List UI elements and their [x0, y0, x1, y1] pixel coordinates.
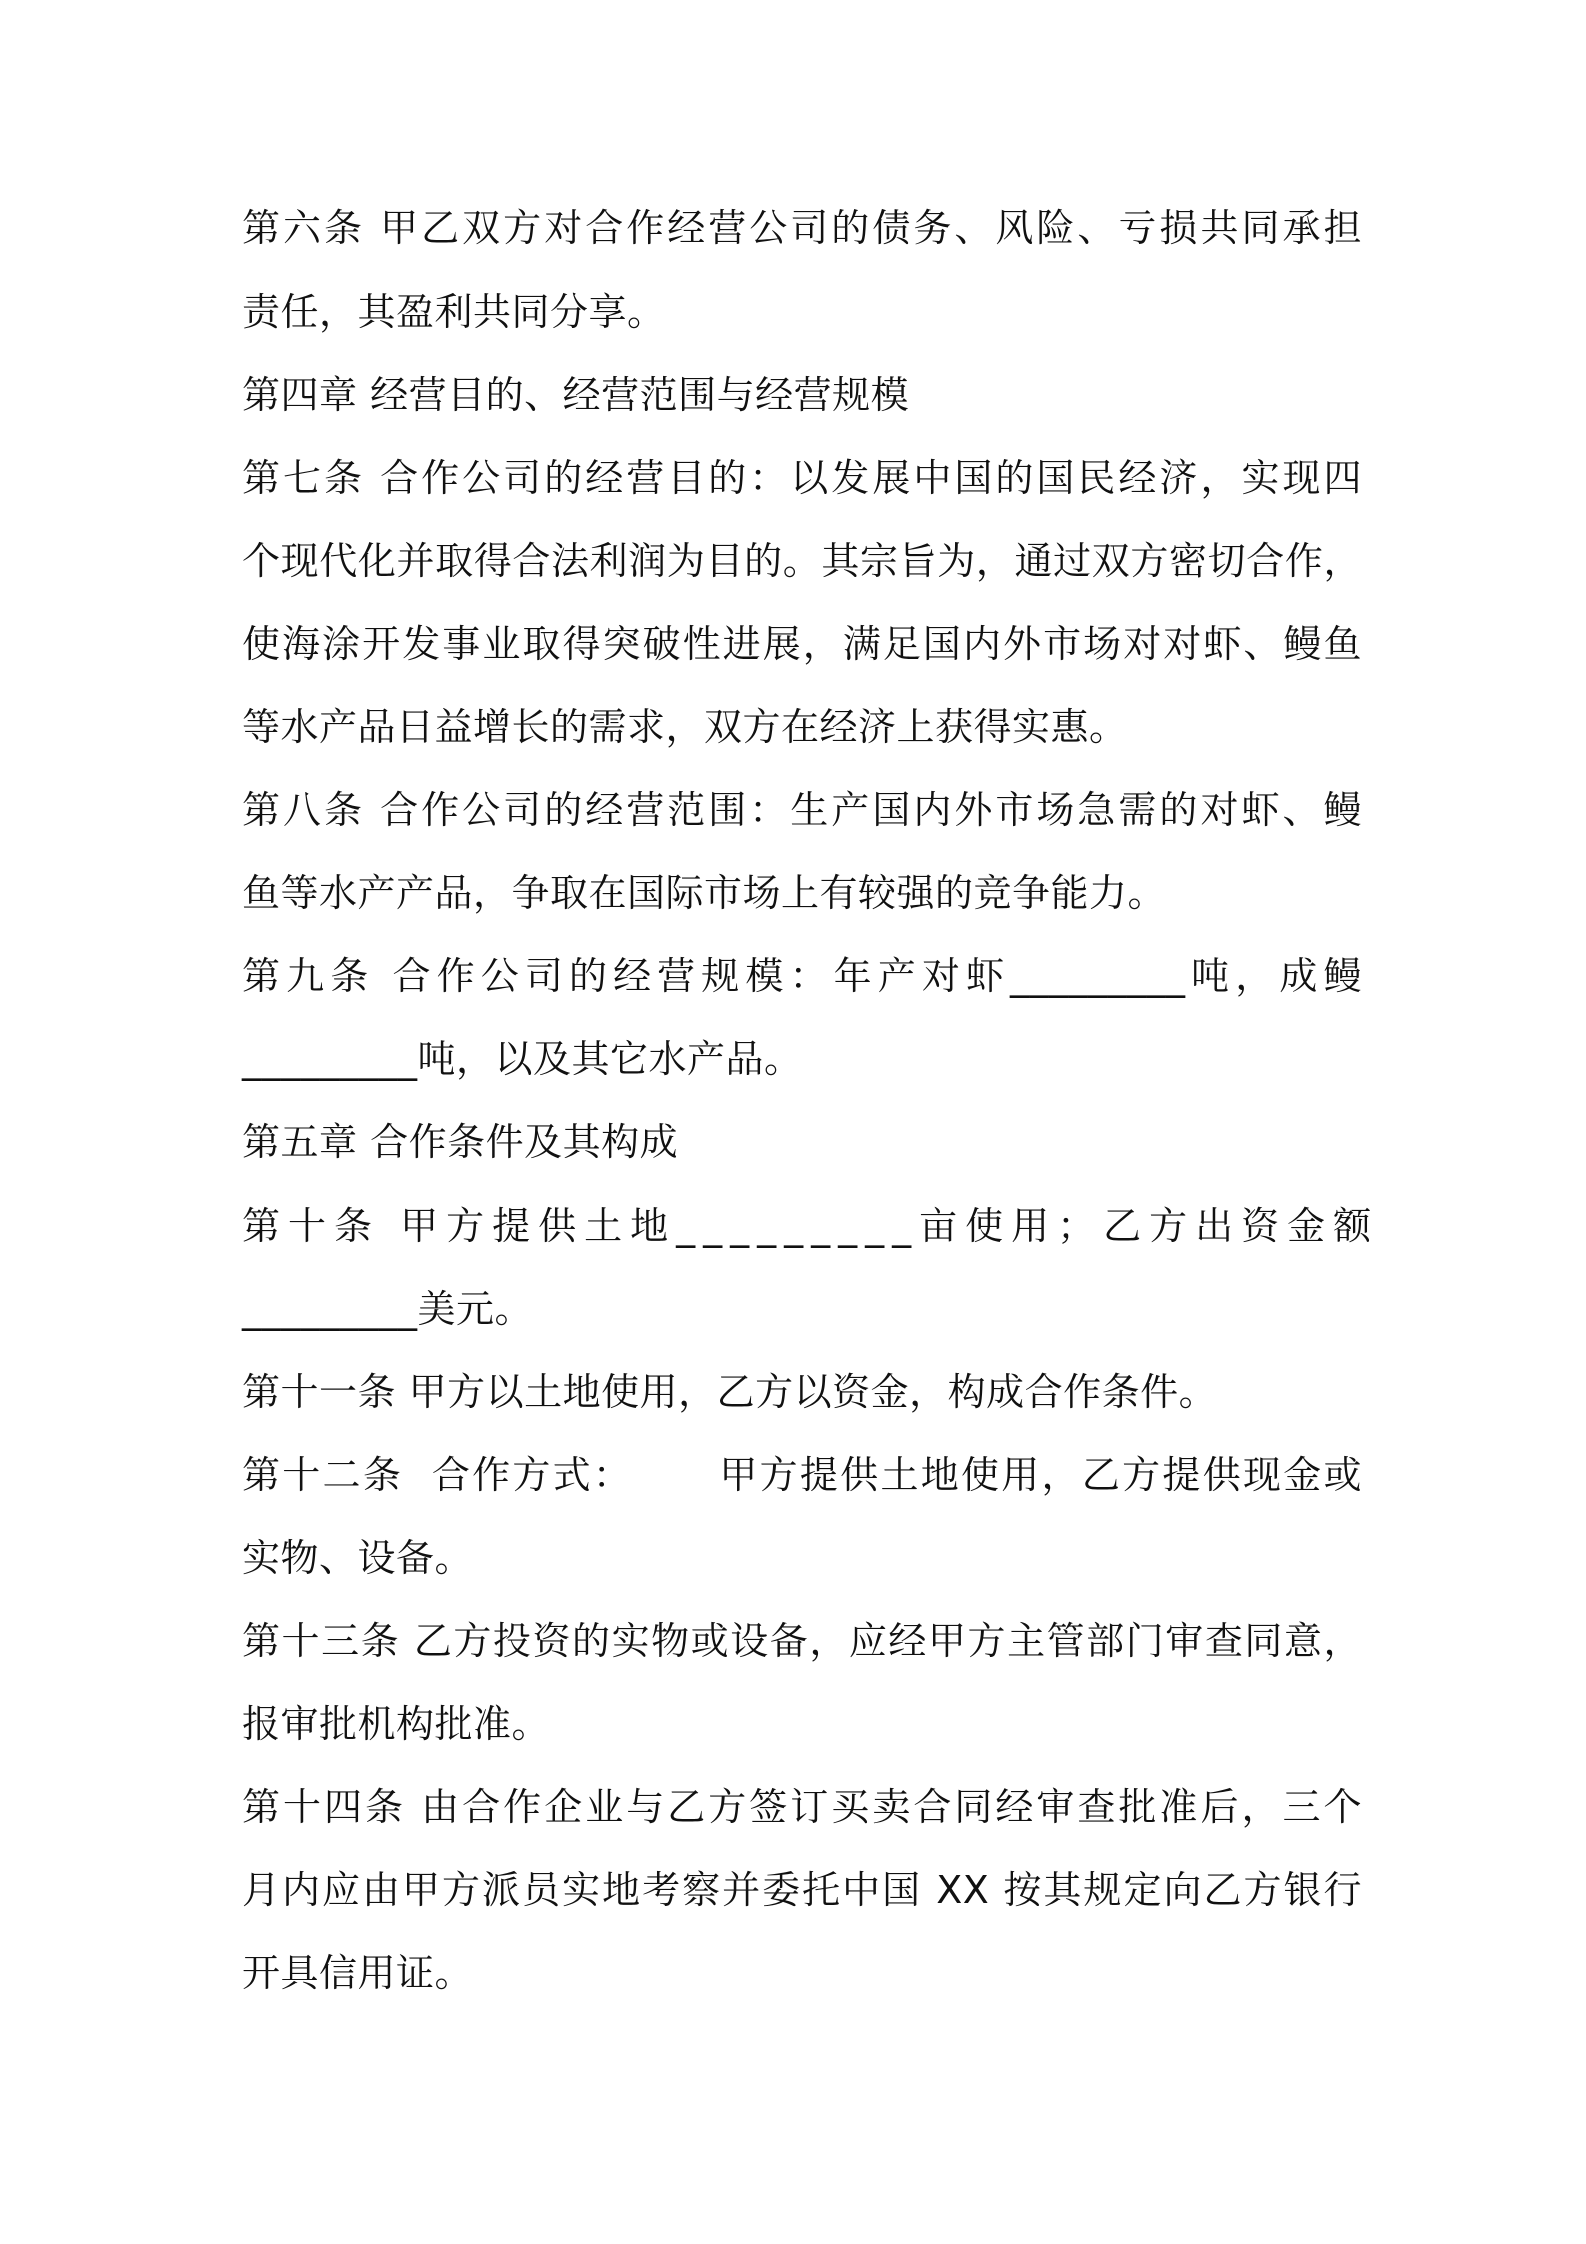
chapter-heading: 第四章 经营目的、经营范围与经营规模 [242, 373, 910, 417]
text-line: 第十二条 合作方式： 甲方提供土地使用，乙方提供现金或 [242, 1453, 1362, 1497]
text-line: 报审批机构批准。 [242, 1702, 551, 1746]
text-line: 实物、设备。 [242, 1536, 474, 1580]
text-line: _________美元。 [242, 1287, 534, 1331]
text-line: 月内应由甲方派员实地考察并委托中国 XX 按其规定向乙方银行 [242, 1868, 1362, 1912]
text-line: 第十条 甲方提供土地_________亩使用；乙方出资金额 [242, 1204, 1380, 1248]
text-line: 个现代化并取得合法利润为目的。其宗旨为，通过双方密切合作， [242, 539, 1362, 583]
text-line: 第六条 甲乙双方对合作经营公司的债务、风险、亏损共同承担 [242, 206, 1362, 250]
chapter-heading: 第五章 合作条件及其构成 [242, 1120, 679, 1164]
text-line: 第八条 合作公司的经营范围：生产国内外市场急需的对虾、鳗 [242, 788, 1362, 832]
text-line: 等水产品日益增长的需求，双方在经济上获得实惠。 [242, 705, 1128, 749]
text-line: 第十一条 甲方以土地使用，乙方以资金，构成合作条件。 [242, 1370, 1218, 1414]
text-line: 责任，其盈利共同分享。 [242, 290, 666, 334]
text-line: 开具信用证。 [242, 1951, 474, 1995]
text-line: 第十三条 乙方投资的实物或设备，应经甲方主管部门审查同意， [242, 1619, 1362, 1663]
text-line: 第七条 合作公司的经营目的：以发展中国的国民经济，实现四 [242, 456, 1362, 500]
text-line: 使海涂开发事业取得突破性进展，满足国内外市场对对虾、鳗鱼 [242, 622, 1362, 666]
text-line: 第十四条 由合作企业与乙方签订买卖合同经审查批准后，三个 [242, 1785, 1362, 1829]
text-line: 鱼等水产产品，争取在国际市场上有较强的竞争能力。 [242, 871, 1167, 915]
text-line: _________吨，以及其它水产品。 [242, 1037, 803, 1081]
text-line: 第九条 合作公司的经营规模：年产对虾_________吨，成鳗 [242, 954, 1362, 998]
